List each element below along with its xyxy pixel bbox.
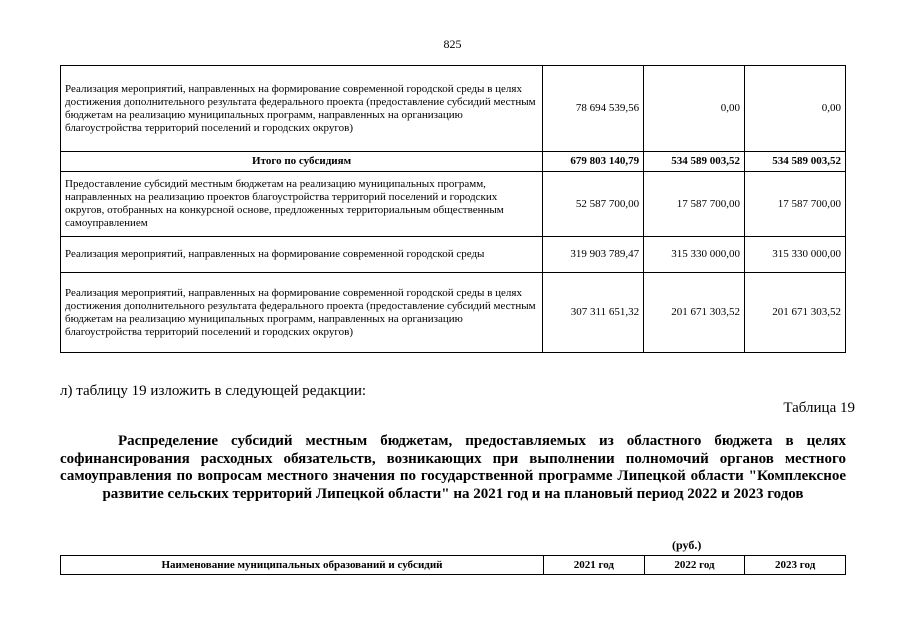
value-2022: 0,00 [644, 66, 745, 152]
row-description: Реализация мероприятий, направленных на формирование современной городской среды в целях достижения дополнительного результата федерального проекта (предоставление субсидий местным бюджетам на реализацию муниципальных программ, направленных на организацию благоустройства территорий поселений и городских округов) [61, 66, 543, 152]
column-header-2023: 2023 год [745, 556, 846, 575]
value-2023: 17 587 700,00 [745, 172, 846, 237]
value-2023: 0,00 [745, 66, 846, 152]
value-2022: 17 587 700,00 [644, 172, 745, 237]
table-heading: Распределение субсидий местным бюджетам, предоставляемых из областного бюджета в целях софинансирования расходных обязательств, возникающих при выполнении полномочий органов местного самоуправления по вопросам местного значения по государственной программе Липецкой области "Комплексное развитие сельских территорий Липецкой области" на 2021 год и на плановый период 2022 и 2023 годов [60, 433, 846, 502]
row-description: Реализация мероприятий, направленных на формирование современной городской среды в целях достижения дополнительного результата федерального проекта (предоставление субсидий местным бюджетам на реализацию муниципальных программ, направленных на организацию благоустройства территорий поселений и городских округов) [61, 273, 543, 353]
value-2022: 201 671 303,52 [644, 273, 745, 353]
subsidies-table-body [61, 66, 846, 353]
value-2021: 679 803 140,79 [543, 152, 644, 172]
header-row [61, 556, 846, 575]
table-row [61, 237, 846, 273]
amendment-instruction: л) таблицу 19 изложить в следующей редакции: [60, 383, 367, 399]
column-header-2022: 2022 год [644, 556, 745, 575]
subsidies-table [60, 65, 846, 353]
value-2023: 315 330 000,00 [745, 237, 846, 273]
total-row [61, 152, 846, 172]
value-2021: 52 587 700,00 [543, 172, 644, 237]
row-description: Итого по субсидиям [61, 152, 543, 172]
row-description: Реализация мероприятий, направленных на формирование современной городской среды [61, 237, 543, 273]
value-2021: 319 903 789,47 [543, 237, 644, 273]
value-2021: 307 311 651,32 [543, 273, 644, 353]
table-row [61, 66, 846, 152]
table-row [61, 172, 846, 237]
unit-label: (руб.) [672, 538, 702, 552]
value-2023: 534 589 003,52 [745, 152, 846, 172]
value-2023: 201 671 303,52 [745, 273, 846, 353]
page-number: 825 [443, 37, 462, 51]
value-2021: 78 694 539,56 [543, 66, 644, 152]
value-2022: 534 589 003,52 [644, 152, 745, 172]
column-header-2021: 2021 год [544, 556, 645, 575]
table-row [61, 273, 846, 353]
value-2022: 315 330 000,00 [644, 237, 745, 273]
row-description: Предоставление субсидий местным бюджетам на реализацию муниципальных программ, направленных на реализацию проектов благоустройства территорий поселений и городских округов, отобранных на конкурсной основе, предложенных территориальным общественным самоуправлением [61, 172, 543, 237]
table19-header [60, 555, 846, 575]
column-header-name: Наименование муниципальных образований и субсидий [61, 556, 544, 575]
table-label: Таблица 19 [783, 400, 855, 416]
